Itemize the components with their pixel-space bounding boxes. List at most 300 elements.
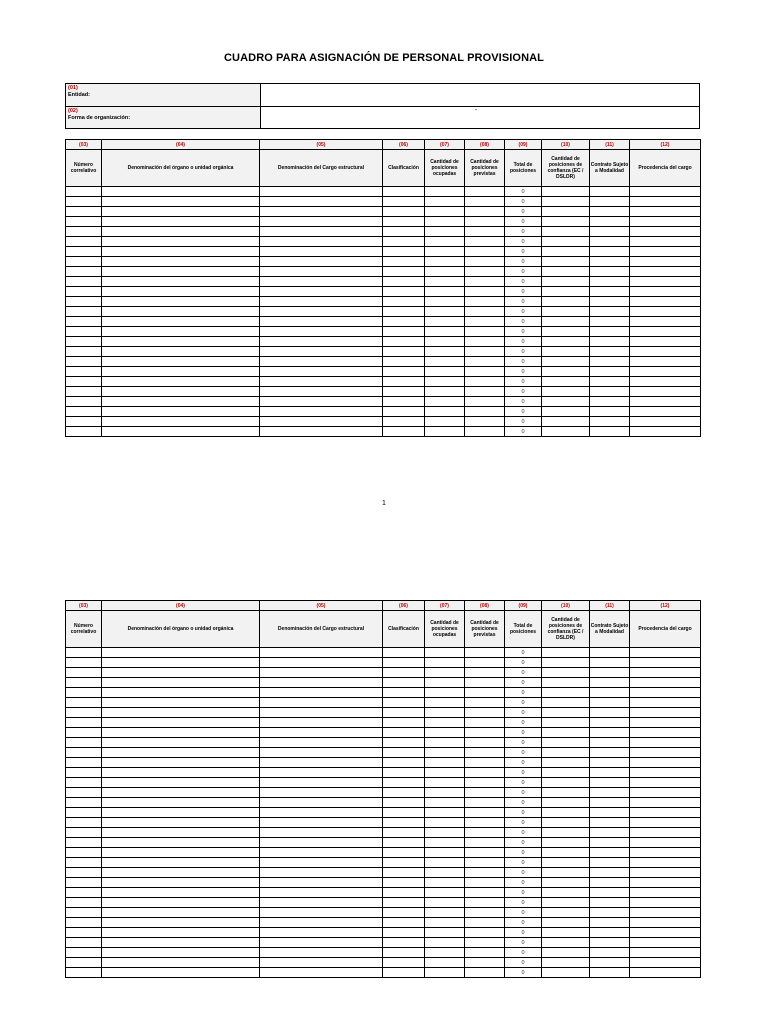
table-cell[interactable] xyxy=(425,738,465,748)
table-cell[interactable] xyxy=(542,247,590,257)
table-cell[interactable] xyxy=(542,327,590,337)
table-cell[interactable] xyxy=(260,217,383,227)
table-cell[interactable] xyxy=(102,327,260,337)
table-cell[interactable] xyxy=(66,287,102,297)
total-cell[interactable]: 0 xyxy=(505,798,542,808)
table-cell[interactable] xyxy=(465,918,505,928)
table-cell[interactable] xyxy=(630,317,701,327)
table-cell[interactable] xyxy=(630,698,701,708)
table-cell[interactable] xyxy=(542,838,590,848)
table-cell[interactable] xyxy=(630,277,701,287)
table-cell[interactable] xyxy=(102,958,260,968)
table-cell[interactable] xyxy=(425,227,465,237)
table-cell[interactable] xyxy=(102,217,260,227)
table-cell[interactable] xyxy=(66,658,102,668)
table-cell[interactable] xyxy=(260,347,383,357)
table-cell[interactable] xyxy=(66,908,102,918)
table-cell[interactable] xyxy=(102,367,260,377)
table-cell[interactable] xyxy=(102,187,260,197)
total-cell[interactable]: 0 xyxy=(505,918,542,928)
table-cell[interactable] xyxy=(590,738,630,748)
table-cell[interactable] xyxy=(383,347,425,357)
table-cell[interactable] xyxy=(425,337,465,347)
table-cell[interactable] xyxy=(630,758,701,768)
table-cell[interactable] xyxy=(425,207,465,217)
table-cell[interactable] xyxy=(102,778,260,788)
table-cell[interactable] xyxy=(425,698,465,708)
table-cell[interactable] xyxy=(542,768,590,778)
table-cell[interactable] xyxy=(542,688,590,698)
table-cell[interactable] xyxy=(260,768,383,778)
table-cell[interactable] xyxy=(102,898,260,908)
table-cell[interactable] xyxy=(465,247,505,257)
table-cell[interactable] xyxy=(102,307,260,317)
table-cell[interactable] xyxy=(425,217,465,227)
total-cell[interactable]: 0 xyxy=(505,718,542,728)
table-cell[interactable] xyxy=(102,207,260,217)
table-cell[interactable] xyxy=(630,848,701,858)
table-cell[interactable] xyxy=(260,738,383,748)
table-cell[interactable] xyxy=(542,257,590,267)
table-cell[interactable] xyxy=(102,968,260,978)
table-cell[interactable] xyxy=(465,688,505,698)
table-cell[interactable] xyxy=(66,648,102,658)
table-cell[interactable] xyxy=(260,397,383,407)
table-cell[interactable] xyxy=(630,678,701,688)
table-cell[interactable] xyxy=(260,417,383,427)
table-cell[interactable] xyxy=(66,768,102,778)
table-cell[interactable] xyxy=(66,197,102,207)
table-cell[interactable] xyxy=(542,848,590,858)
table-cell[interactable] xyxy=(630,898,701,908)
table-cell[interactable] xyxy=(66,898,102,908)
total-cell[interactable]: 0 xyxy=(505,808,542,818)
table-cell[interactable] xyxy=(630,808,701,818)
table-cell[interactable] xyxy=(66,698,102,708)
table-cell[interactable] xyxy=(590,928,630,938)
table-cell[interactable] xyxy=(590,848,630,858)
table-cell[interactable] xyxy=(590,968,630,978)
total-cell[interactable]: 0 xyxy=(505,197,542,207)
table-cell[interactable] xyxy=(260,918,383,928)
table-cell[interactable] xyxy=(383,267,425,277)
table-cell[interactable] xyxy=(630,908,701,918)
table-cell[interactable] xyxy=(425,427,465,437)
table-cell[interactable] xyxy=(425,768,465,778)
table-cell[interactable] xyxy=(260,878,383,888)
table-cell[interactable] xyxy=(542,427,590,437)
table-cell[interactable] xyxy=(542,237,590,247)
table-cell[interactable] xyxy=(260,688,383,698)
table-cell[interactable] xyxy=(383,928,425,938)
table-cell[interactable] xyxy=(630,728,701,738)
table-cell[interactable] xyxy=(630,187,701,197)
table-cell[interactable] xyxy=(383,648,425,658)
table-cell[interactable] xyxy=(465,207,505,217)
table-cell[interactable] xyxy=(630,267,701,277)
table-cell[interactable] xyxy=(383,217,425,227)
table-cell[interactable] xyxy=(425,918,465,928)
table-cell[interactable] xyxy=(102,908,260,918)
table-cell[interactable] xyxy=(102,738,260,748)
table-cell[interactable] xyxy=(630,688,701,698)
table-cell[interactable] xyxy=(66,678,102,688)
table-cell[interactable] xyxy=(102,918,260,928)
table-cell[interactable] xyxy=(102,888,260,898)
table-cell[interactable] xyxy=(383,658,425,668)
table-cell[interactable] xyxy=(383,377,425,387)
total-cell[interactable]: 0 xyxy=(505,237,542,247)
table-cell[interactable] xyxy=(465,297,505,307)
table-cell[interactable] xyxy=(630,227,701,237)
table-cell[interactable] xyxy=(425,367,465,377)
table-cell[interactable] xyxy=(66,868,102,878)
total-cell[interactable]: 0 xyxy=(505,407,542,417)
table-cell[interactable] xyxy=(425,718,465,728)
table-cell[interactable] xyxy=(66,317,102,327)
table-cell[interactable] xyxy=(425,678,465,688)
table-cell[interactable] xyxy=(102,337,260,347)
table-cell[interactable] xyxy=(465,257,505,267)
table-cell[interactable] xyxy=(542,828,590,838)
table-cell[interactable] xyxy=(102,938,260,948)
table-cell[interactable] xyxy=(102,297,260,307)
table-cell[interactable] xyxy=(630,938,701,948)
table-cell[interactable] xyxy=(102,828,260,838)
table-cell[interactable] xyxy=(102,377,260,387)
table-cell[interactable] xyxy=(542,958,590,968)
table-cell[interactable] xyxy=(630,818,701,828)
table-cell[interactable] xyxy=(383,968,425,978)
table-cell[interactable] xyxy=(590,948,630,958)
table-cell[interactable] xyxy=(465,798,505,808)
table-cell[interactable] xyxy=(542,968,590,978)
table-cell[interactable] xyxy=(102,688,260,698)
table-cell[interactable] xyxy=(425,197,465,207)
table-cell[interactable] xyxy=(542,758,590,768)
table-cell[interactable] xyxy=(542,678,590,688)
total-cell[interactable]: 0 xyxy=(505,648,542,658)
table-cell[interactable] xyxy=(425,247,465,257)
table-cell[interactable] xyxy=(425,187,465,197)
table-cell[interactable] xyxy=(465,948,505,958)
table-cell[interactable] xyxy=(66,307,102,317)
table-cell[interactable] xyxy=(425,387,465,397)
total-cell[interactable]: 0 xyxy=(505,708,542,718)
table-cell[interactable] xyxy=(66,718,102,728)
table-cell[interactable] xyxy=(383,758,425,768)
table-cell[interactable] xyxy=(630,247,701,257)
table-cell[interactable] xyxy=(590,367,630,377)
table-cell[interactable] xyxy=(630,968,701,978)
table-cell[interactable] xyxy=(260,407,383,417)
table-cell[interactable] xyxy=(465,387,505,397)
table-cell[interactable] xyxy=(630,958,701,968)
total-cell[interactable]: 0 xyxy=(505,337,542,347)
table-cell[interactable] xyxy=(590,908,630,918)
table-cell[interactable] xyxy=(542,698,590,708)
table-cell[interactable] xyxy=(260,658,383,668)
table-cell[interactable] xyxy=(383,938,425,948)
table-cell[interactable] xyxy=(465,828,505,838)
total-cell[interactable]: 0 xyxy=(505,247,542,257)
table-cell[interactable] xyxy=(260,958,383,968)
table-cell[interactable] xyxy=(590,808,630,818)
table-cell[interactable] xyxy=(383,357,425,367)
table-cell[interactable] xyxy=(383,708,425,718)
table-cell[interactable] xyxy=(66,367,102,377)
table-cell[interactable] xyxy=(590,888,630,898)
table-cell[interactable] xyxy=(425,848,465,858)
table-cell[interactable] xyxy=(630,708,701,718)
table-cell[interactable] xyxy=(383,307,425,317)
table-cell[interactable] xyxy=(465,427,505,437)
table-cell[interactable] xyxy=(630,918,701,928)
table-cell[interactable] xyxy=(465,748,505,758)
table-cell[interactable] xyxy=(465,267,505,277)
table-cell[interactable] xyxy=(102,878,260,888)
table-cell[interactable] xyxy=(66,938,102,948)
table-cell[interactable] xyxy=(383,337,425,347)
table-cell[interactable] xyxy=(630,417,701,427)
table-cell[interactable] xyxy=(542,197,590,207)
table-cell[interactable] xyxy=(260,427,383,437)
table-cell[interactable] xyxy=(590,708,630,718)
table-cell[interactable] xyxy=(383,748,425,758)
table-cell[interactable] xyxy=(102,347,260,357)
table-cell[interactable] xyxy=(425,688,465,698)
table-cell[interactable] xyxy=(630,718,701,728)
table-cell[interactable] xyxy=(465,848,505,858)
table-cell[interactable] xyxy=(66,708,102,718)
table-cell[interactable] xyxy=(630,888,701,898)
table-cell[interactable] xyxy=(465,738,505,748)
table-cell[interactable] xyxy=(542,948,590,958)
table-cell[interactable] xyxy=(383,908,425,918)
table-cell[interactable] xyxy=(542,307,590,317)
total-cell[interactable]: 0 xyxy=(505,828,542,838)
table-cell[interactable] xyxy=(66,347,102,357)
table-cell[interactable] xyxy=(630,197,701,207)
table-cell[interactable] xyxy=(542,357,590,367)
table-cell[interactable] xyxy=(590,648,630,658)
table-cell[interactable] xyxy=(425,277,465,287)
table-cell[interactable] xyxy=(590,217,630,227)
table-cell[interactable] xyxy=(425,948,465,958)
table-cell[interactable] xyxy=(102,227,260,237)
total-cell[interactable]: 0 xyxy=(505,968,542,978)
total-cell[interactable]: 0 xyxy=(505,778,542,788)
table-cell[interactable] xyxy=(630,357,701,367)
table-cell[interactable] xyxy=(102,718,260,728)
table-cell[interactable] xyxy=(425,838,465,848)
table-cell[interactable] xyxy=(465,818,505,828)
table-cell[interactable] xyxy=(260,357,383,367)
total-cell[interactable]: 0 xyxy=(505,297,542,307)
table-cell[interactable] xyxy=(542,337,590,347)
table-cell[interactable] xyxy=(260,948,383,958)
table-cell[interactable] xyxy=(260,307,383,317)
table-cell[interactable] xyxy=(542,668,590,678)
table-cell[interactable] xyxy=(66,267,102,277)
table-cell[interactable] xyxy=(465,347,505,357)
total-cell[interactable]: 0 xyxy=(505,658,542,668)
table-cell[interactable] xyxy=(542,868,590,878)
table-cell[interactable] xyxy=(630,327,701,337)
total-cell[interactable]: 0 xyxy=(505,427,542,437)
table-cell[interactable] xyxy=(66,918,102,928)
table-cell[interactable] xyxy=(260,648,383,658)
table-cell[interactable] xyxy=(590,337,630,347)
table-cell[interactable] xyxy=(542,908,590,918)
table-cell[interactable] xyxy=(465,678,505,688)
table-cell[interactable] xyxy=(383,397,425,407)
table-cell[interactable] xyxy=(66,968,102,978)
total-cell[interactable]: 0 xyxy=(505,938,542,948)
table-cell[interactable] xyxy=(465,227,505,237)
table-cell[interactable] xyxy=(383,858,425,868)
table-cell[interactable] xyxy=(383,427,425,437)
table-cell[interactable] xyxy=(66,888,102,898)
table-cell[interactable] xyxy=(66,187,102,197)
total-cell[interactable]: 0 xyxy=(505,307,542,317)
total-cell[interactable]: 0 xyxy=(505,267,542,277)
table-cell[interactable] xyxy=(630,337,701,347)
table-cell[interactable] xyxy=(465,217,505,227)
table-cell[interactable] xyxy=(590,938,630,948)
table-cell[interactable] xyxy=(465,337,505,347)
total-cell[interactable]: 0 xyxy=(505,317,542,327)
table-cell[interactable] xyxy=(383,728,425,738)
table-cell[interactable] xyxy=(590,958,630,968)
table-cell[interactable] xyxy=(630,367,701,377)
total-cell[interactable]: 0 xyxy=(505,928,542,938)
table-cell[interactable] xyxy=(425,748,465,758)
table-cell[interactable] xyxy=(542,397,590,407)
total-cell[interactable]: 0 xyxy=(505,417,542,427)
table-cell[interactable] xyxy=(630,257,701,267)
table-cell[interactable] xyxy=(542,658,590,668)
table-cell[interactable] xyxy=(590,397,630,407)
table-cell[interactable] xyxy=(260,858,383,868)
table-cell[interactable] xyxy=(383,668,425,678)
total-cell[interactable]: 0 xyxy=(505,878,542,888)
table-cell[interactable] xyxy=(465,658,505,668)
table-cell[interactable] xyxy=(465,788,505,798)
table-cell[interactable] xyxy=(590,778,630,788)
table-cell[interactable] xyxy=(66,407,102,417)
table-cell[interactable] xyxy=(630,237,701,247)
table-cell[interactable] xyxy=(542,898,590,908)
table-cell[interactable] xyxy=(590,898,630,908)
table-cell[interactable] xyxy=(102,768,260,778)
table-cell[interactable] xyxy=(66,397,102,407)
total-cell[interactable]: 0 xyxy=(505,728,542,738)
total-cell[interactable]: 0 xyxy=(505,888,542,898)
table-cell[interactable] xyxy=(465,778,505,788)
table-cell[interactable] xyxy=(425,728,465,738)
table-cell[interactable] xyxy=(542,287,590,297)
table-cell[interactable] xyxy=(102,678,260,688)
table-cell[interactable] xyxy=(383,257,425,267)
table-cell[interactable] xyxy=(630,858,701,868)
table-cell[interactable] xyxy=(383,718,425,728)
table-cell[interactable] xyxy=(260,227,383,237)
table-cell[interactable] xyxy=(66,748,102,758)
total-cell[interactable]: 0 xyxy=(505,227,542,237)
table-cell[interactable] xyxy=(590,868,630,878)
table-cell[interactable] xyxy=(260,297,383,307)
table-cell[interactable] xyxy=(542,187,590,197)
table-cell[interactable] xyxy=(102,277,260,287)
table-cell[interactable] xyxy=(260,708,383,718)
total-cell[interactable]: 0 xyxy=(505,678,542,688)
table-cell[interactable] xyxy=(260,387,383,397)
table-cell[interactable] xyxy=(590,407,630,417)
table-cell[interactable] xyxy=(260,928,383,938)
table-cell[interactable] xyxy=(542,227,590,237)
table-cell[interactable] xyxy=(383,417,425,427)
table-cell[interactable] xyxy=(542,367,590,377)
table-cell[interactable] xyxy=(630,928,701,938)
table-cell[interactable] xyxy=(590,668,630,678)
table-cell[interactable] xyxy=(630,658,701,668)
table-cell[interactable] xyxy=(260,197,383,207)
table-cell[interactable] xyxy=(630,948,701,958)
table-cell[interactable] xyxy=(102,317,260,327)
table-cell[interactable] xyxy=(425,708,465,718)
table-cell[interactable] xyxy=(66,247,102,257)
table-cell[interactable] xyxy=(542,808,590,818)
table-cell[interactable] xyxy=(425,257,465,267)
table-cell[interactable] xyxy=(590,327,630,337)
table-cell[interactable] xyxy=(383,387,425,397)
table-cell[interactable] xyxy=(465,878,505,888)
table-cell[interactable] xyxy=(383,297,425,307)
table-cell[interactable] xyxy=(590,858,630,868)
table-cell[interactable] xyxy=(425,868,465,878)
table-cell[interactable] xyxy=(66,838,102,848)
table-cell[interactable] xyxy=(383,798,425,808)
table-cell[interactable] xyxy=(590,357,630,367)
table-cell[interactable] xyxy=(542,798,590,808)
table-cell[interactable] xyxy=(260,868,383,878)
table-cell[interactable] xyxy=(260,247,383,257)
table-cell[interactable] xyxy=(260,287,383,297)
total-cell[interactable]: 0 xyxy=(505,858,542,868)
table-cell[interactable] xyxy=(260,367,383,377)
total-cell[interactable]: 0 xyxy=(505,217,542,227)
table-cell[interactable] xyxy=(102,808,260,818)
table-cell[interactable] xyxy=(590,768,630,778)
table-cell[interactable] xyxy=(383,828,425,838)
table-cell[interactable] xyxy=(590,247,630,257)
table-cell[interactable] xyxy=(542,938,590,948)
table-cell[interactable] xyxy=(542,347,590,357)
table-cell[interactable] xyxy=(383,768,425,778)
table-cell[interactable] xyxy=(630,427,701,437)
total-cell[interactable]: 0 xyxy=(505,327,542,337)
table-cell[interactable] xyxy=(590,838,630,848)
table-cell[interactable] xyxy=(590,658,630,668)
table-cell[interactable] xyxy=(260,337,383,347)
table-cell[interactable] xyxy=(66,227,102,237)
table-cell[interactable] xyxy=(66,958,102,968)
total-cell[interactable]: 0 xyxy=(505,357,542,367)
total-cell[interactable]: 0 xyxy=(505,387,542,397)
table-cell[interactable] xyxy=(542,918,590,928)
table-cell[interactable] xyxy=(260,698,383,708)
